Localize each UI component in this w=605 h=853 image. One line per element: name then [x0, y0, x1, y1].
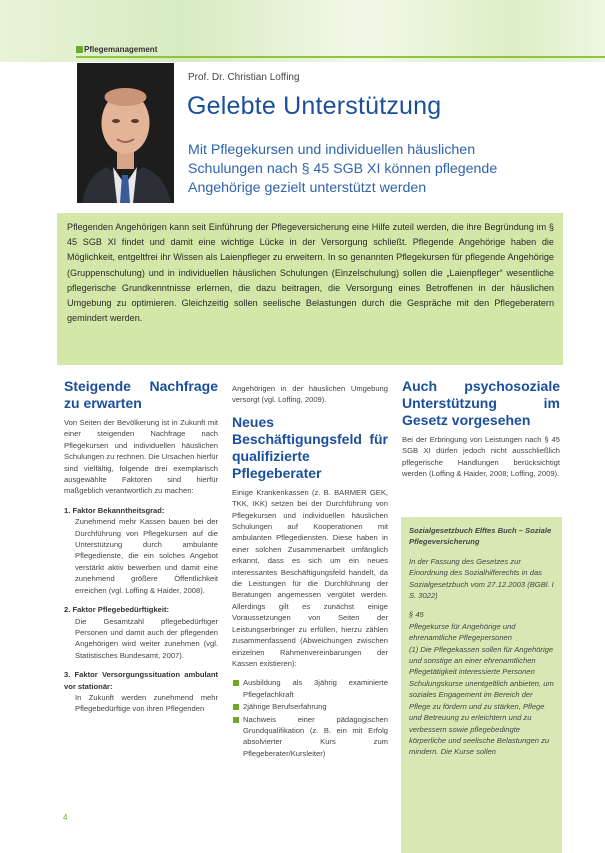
- factor-body: Die Gesamtzahl pflegebedürftiger Personen und damit auch der pflegenden Angehörigen wird weiter zunehmen (vgl. Statistisches Bundesamt, 2007).: [75, 616, 218, 660]
- page-number: 4: [63, 813, 68, 822]
- sidebar-text: (1) Die Pflegekassen sollen für Angehörige und sonstige an einer ehrenamtlichen Pflegetätigkeit interessierte Personen Schulungskurse unentgeltlich anbieten, um soziales Engagement im Bereich der Pflege zu fördern und zu stärken, Pflege und Betreuung zu erleichtern und zu verbessern sowie pflegebedingte körperliche und seelische Belastungen zu mindern. Die Kurse sollen: [409, 644, 554, 757]
- sidebar-title: Sozialgesetzbuch Elftes Buch – Soziale Pflegeversicherung: [409, 526, 552, 547]
- col2-intro: Angehörigen in der häuslichen Umgebung versorgt (vgl. Loffing, 2009).: [232, 384, 388, 405]
- article-subtitle: [188, 141, 568, 198]
- col3-heading: Auch psychosoziale Unterstützung im Gesetz vorgesehen: [402, 378, 560, 428]
- subtitle-line: Mit Pflegekursen und individuellen häuslichen: [188, 142, 476, 158]
- sidebar-heading: Pflegekurse für Angehörige und ehrenamtliche Pflegepersonen: [409, 621, 516, 643]
- col1-intro: Von Seiten der Bevölkerung ist in Zukunft mit einer steigenden Nachfrage nach Pflegekursen und individuellen häuslichen Schulungen zu rechnen. Die Ursachen hierfür sind vielfältig, folgende drei exemplarisch ausgewählte Faktoren sind hierfür maßgeblich verantwortlich zu machen:: [64, 418, 218, 496]
- column-3: [402, 378, 560, 488]
- column-1: [64, 378, 218, 723]
- factor-body: Zunehmend mehr Kassen bauen bei der Durchführung von Pflegekursen auf die Unterstützung durch ambulante Pflegedienste, die ein solches Angebot verstärkt aktiv bewerben und damit eine zunehmend größere Öffentlichkeit erreichen (vgl. Loffing & Haider, 2008).: [75, 517, 218, 595]
- portrait-illustration-icon: [77, 63, 174, 203]
- lead-box: [57, 213, 563, 365]
- list-item: Ausbildung als 3jährig examinierte Pflegefachkraft: [232, 677, 388, 700]
- col2-heading: Neues Beschäftigungsfeld für qualifizierte Pflegeberater: [232, 413, 388, 481]
- col1-heading: Steigende Nachfrage zu erwarten: [64, 378, 218, 411]
- law-sidebar: [401, 517, 562, 853]
- requirements-list: [232, 677, 388, 759]
- author-portrait: [77, 63, 174, 203]
- author-name: Prof. Dr. Christian Loffing: [188, 72, 300, 83]
- factor-body: In Zukunft werden zunehmend mehr Pflegebedürftige von ihren Pflegenden: [75, 692, 218, 714]
- article-title: Gelebte Unterstützung: [187, 92, 442, 120]
- sidebar-paragraph-mark: § 45: [409, 610, 424, 620]
- factor-heading: 1. Faktor Bekanntheitsgrad:: [64, 505, 165, 515]
- factor-item: [64, 505, 218, 596]
- section-marker-icon: [76, 46, 83, 53]
- subtitle-line: Schulungen nach § 45 SGB XI können pflegende: [188, 161, 498, 177]
- factor-item: [64, 604, 218, 661]
- column-2: [232, 383, 388, 760]
- section-label: Pflegemanagement: [84, 45, 158, 54]
- col2-body: Einige Krankenkassen (z. B. BARMER GEK, TKK, IKK) setzen bei der Durchführung von Pflegekursen und individuellen häuslichen Schulungen auf Kooperationen mit ambulanten Pflegediensten. Diese haben in einer solchen Zusammenarbeit umfänglich erkannt, dass es sich um ein neues interessantes Beschäftigungsfeld handelt, da die Leistungen für die Durchführung der Beratungen angemessen vergütet werden. Allerdings gilt es zunächst einige Voraussetzungen von Seiten der Leistungserbringer zu erfüllen, hierzu zählen zusammenfassend (Abweichungen zwischen einzelnen Rahmenvereinbarungen der Kassen existieren):: [232, 487, 388, 668]
- header-rule: [76, 56, 605, 58]
- sidebar-text: In der Fassung des Gesetzes zur Einordnung des Sozialhilferechts in das Sozialgesetzbuch vom 27.12.2003 (BGBl. I S. 3022): [409, 556, 554, 601]
- factor-item: [64, 669, 218, 715]
- lead-text: Pflegenden Angehörigen kann seit Einführung der Pflegeversicherung eine Hilfe zuteil werden, die ihre Begründung im § 45 SGB XI findet und damit eine wichtige Lücke in der Versorgung schließt. Pflegende Angehörige haben die Möglichkeit, entgeltfrei ihr Wissen als Laienpfleger zu erweitern. In so genannten Pflegekursen für pflegende Angehörige (Gruppenschulung) und in individuellen häuslichen Schulungen (Einzelschulung) sollen die „Laienpfleger“ wesentliche pflegerische Grundkenntnisse erlernen, die dazu beitragen, die Versorgung eines Betroffenen in der häuslichen Umgebung zu optimieren. Gleichzeitig sollen seelische Belastungen durch die Gespräche mit den Pflegeberatern gemindert werden.: [67, 222, 554, 324]
- col3-body: Bei der Erbringung von Leistungen nach § 45 SGB XI dürfen jedoch nicht ausschließlich pflegerische Handlungen berücksichtigt werden (Loffing & Haider, 2008; Loffing, 2009).: [402, 435, 560, 479]
- list-item: Nachweis einer pädagogischen Grundqualifikation (z. B. ein mit Erfolg absolvierter Kurs zum Pflegeberater/Kursleiter): [232, 714, 388, 760]
- list-item: 2jährige Berufserfahrung: [232, 701, 388, 712]
- factor-heading: 2. Faktor Pflegebedürftigkeit:: [64, 605, 170, 615]
- factor-heading: 3. Faktor Versorgungssituation ambulant vor stationär:: [64, 670, 218, 691]
- subtitle-line: Angehörige gezielt unterstützt werden: [188, 180, 427, 196]
